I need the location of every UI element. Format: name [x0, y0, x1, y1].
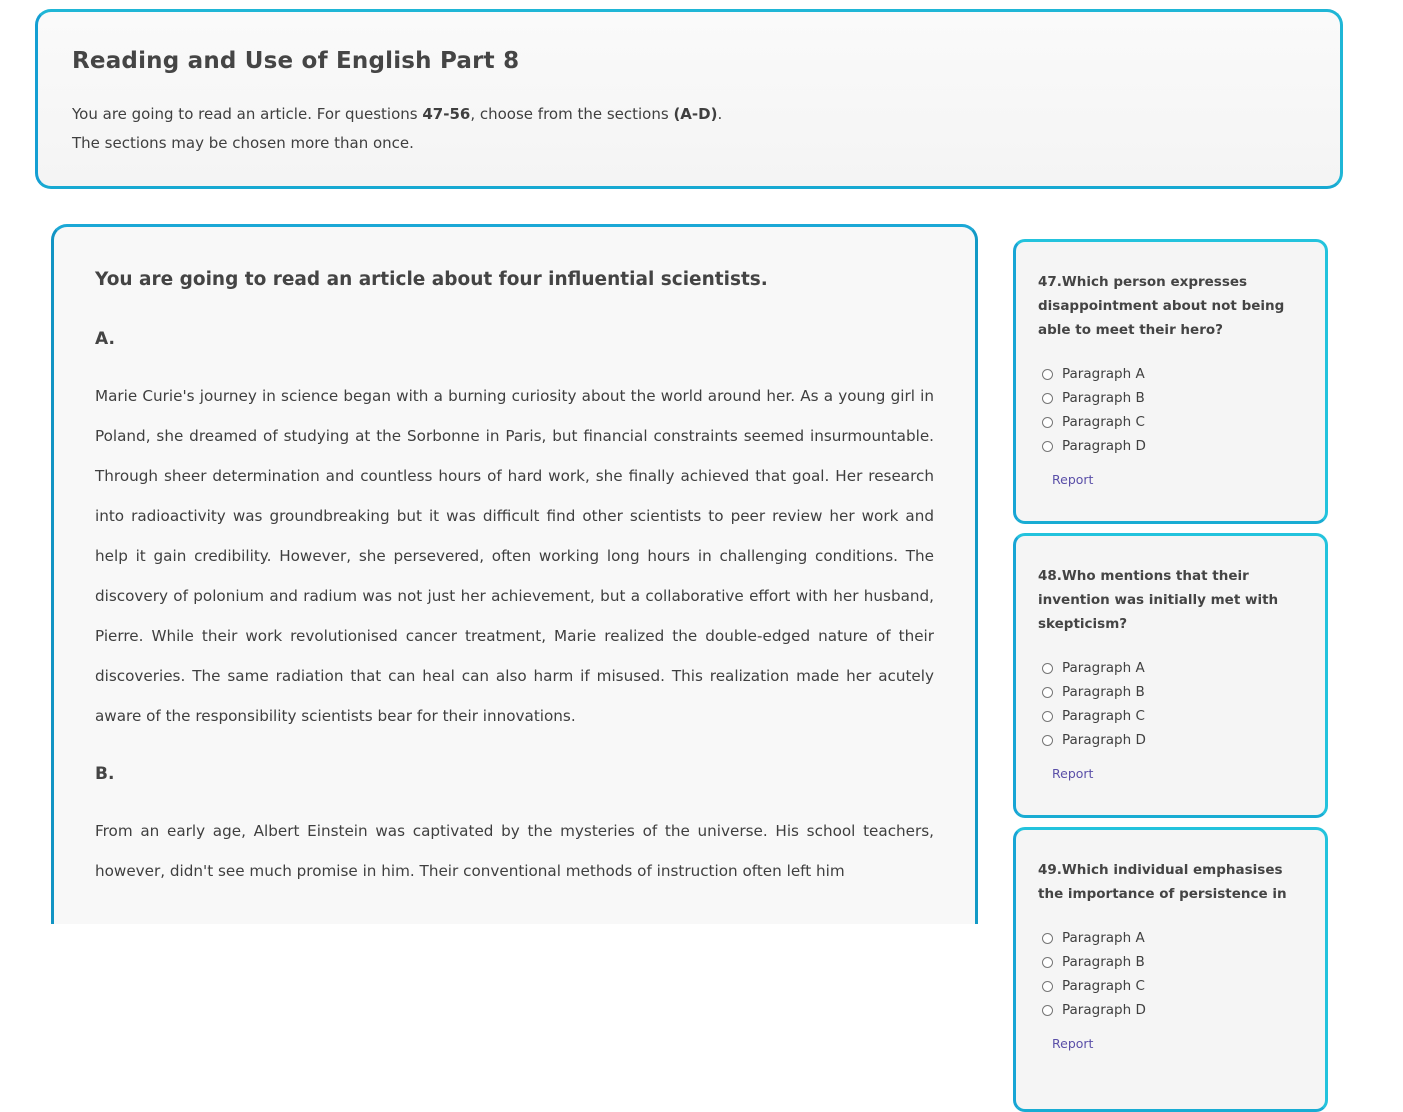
option-paragraph-c[interactable] — [1038, 410, 1303, 434]
option-label: Paragraph C — [1062, 978, 1145, 994]
option-paragraph-b[interactable] — [1038, 680, 1303, 704]
radio-button[interactable] — [1042, 687, 1053, 698]
option-label: Paragraph A — [1062, 930, 1145, 946]
instructions-card — [35, 9, 1343, 189]
option-label: Paragraph B — [1062, 390, 1145, 406]
radio-button[interactable] — [1042, 441, 1053, 452]
option-paragraph-c[interactable] — [1038, 974, 1303, 998]
answer-options — [1038, 362, 1303, 458]
radio-button[interactable] — [1042, 1005, 1053, 1016]
section-text-a: Marie Curie's journey in science began with a burning curiosity about the world around her. As a young girl in Poland, she dreamed of studying at the Sorbonne in Paris, but financial constraints seemed insurmountable. Through sheer determination and countless hours of hard work, she finally achieved that goal. Her research into radioactivity was groundbreaking but it was difficult find other scientists to peer review her work and help it gain credibility. However, she persevered, often working long hours in challenging conditions. The discovery of polonium and radium was not just her achievement, but a collaborative effort with her husband, Pierre. While their work revolutionised cancer treatment, Marie realized the double-edged nature of their discoveries. The same radiation that can heal can also harm if misused. This realization made her acutely aware of the responsibility scientists bear for their innovations. — [95, 387, 934, 725]
option-label: Paragraph B — [1062, 954, 1145, 970]
option-paragraph-d[interactable] — [1038, 998, 1303, 1022]
section-range: (A-D) — [673, 105, 718, 123]
question-text: 49.Which individual emphasises the importance of persistence in — [1038, 862, 1287, 902]
option-label: Paragraph D — [1062, 438, 1146, 454]
section-label-a: A. — [95, 329, 115, 349]
option-label: Paragraph A — [1062, 366, 1145, 382]
option-paragraph-a[interactable] — [1038, 362, 1303, 386]
question-card-47 — [1013, 239, 1328, 524]
report-link[interactable]: Report — [1052, 472, 1094, 487]
radio-button[interactable] — [1042, 933, 1053, 944]
option-label: Paragraph C — [1062, 708, 1145, 724]
radio-button[interactable] — [1042, 393, 1053, 404]
option-label: Paragraph A — [1062, 660, 1145, 676]
report-link[interactable]: Report — [1052, 766, 1094, 781]
option-paragraph-d[interactable] — [1038, 434, 1303, 458]
question-text: 47.Which person expresses disappointment about not being able to meet their hero? — [1038, 274, 1285, 338]
answer-options — [1038, 656, 1303, 752]
instructions-mid: , choose from the sections — [470, 105, 674, 123]
report-link[interactable]: Report — [1052, 1036, 1094, 1051]
question-range: 47-56 — [422, 105, 471, 123]
question-card-48 — [1013, 533, 1328, 818]
option-paragraph-a[interactable] — [1038, 656, 1303, 680]
option-label: Paragraph D — [1062, 1002, 1146, 1018]
answer-options — [1038, 926, 1303, 1022]
option-paragraph-a[interactable] — [1038, 926, 1303, 950]
article-intro: You are going to read an article about four influential scientists. — [95, 269, 768, 290]
instructions-text — [72, 100, 1306, 158]
option-paragraph-d[interactable] — [1038, 728, 1303, 752]
page-title: Reading and Use of English Part 8 — [72, 48, 520, 74]
section-label-b: B. — [95, 764, 115, 784]
section-text-b: From an early age, Albert Einstein was captivated by the mysteries of the universe. His school teachers, however, didn't see much promise in him. Their conventional methods of instruction often left him — [95, 822, 934, 880]
option-label: Paragraph C — [1062, 414, 1145, 430]
instructions-line-2: The sections may be chosen more than once. — [72, 134, 414, 152]
question-card-49 — [1013, 827, 1328, 1112]
radio-button[interactable] — [1042, 663, 1053, 674]
radio-button[interactable] — [1042, 711, 1053, 722]
radio-button[interactable] — [1042, 957, 1053, 968]
option-paragraph-b[interactable] — [1038, 950, 1303, 974]
option-paragraph-c[interactable] — [1038, 704, 1303, 728]
radio-button[interactable] — [1042, 369, 1053, 380]
question-text: 48.Who mentions that their invention was initially met with skepticism? — [1038, 568, 1279, 632]
instructions-end: . — [717, 105, 723, 123]
radio-button[interactable] — [1042, 735, 1053, 746]
option-label: Paragraph B — [1062, 684, 1145, 700]
instructions-prefix: You are going to read an article. For questions — [72, 105, 423, 123]
radio-button[interactable] — [1042, 981, 1053, 992]
radio-button[interactable] — [1042, 417, 1053, 428]
article-panel[interactable] — [51, 224, 978, 924]
option-label: Paragraph D — [1062, 732, 1146, 748]
option-paragraph-b[interactable] — [1038, 386, 1303, 410]
